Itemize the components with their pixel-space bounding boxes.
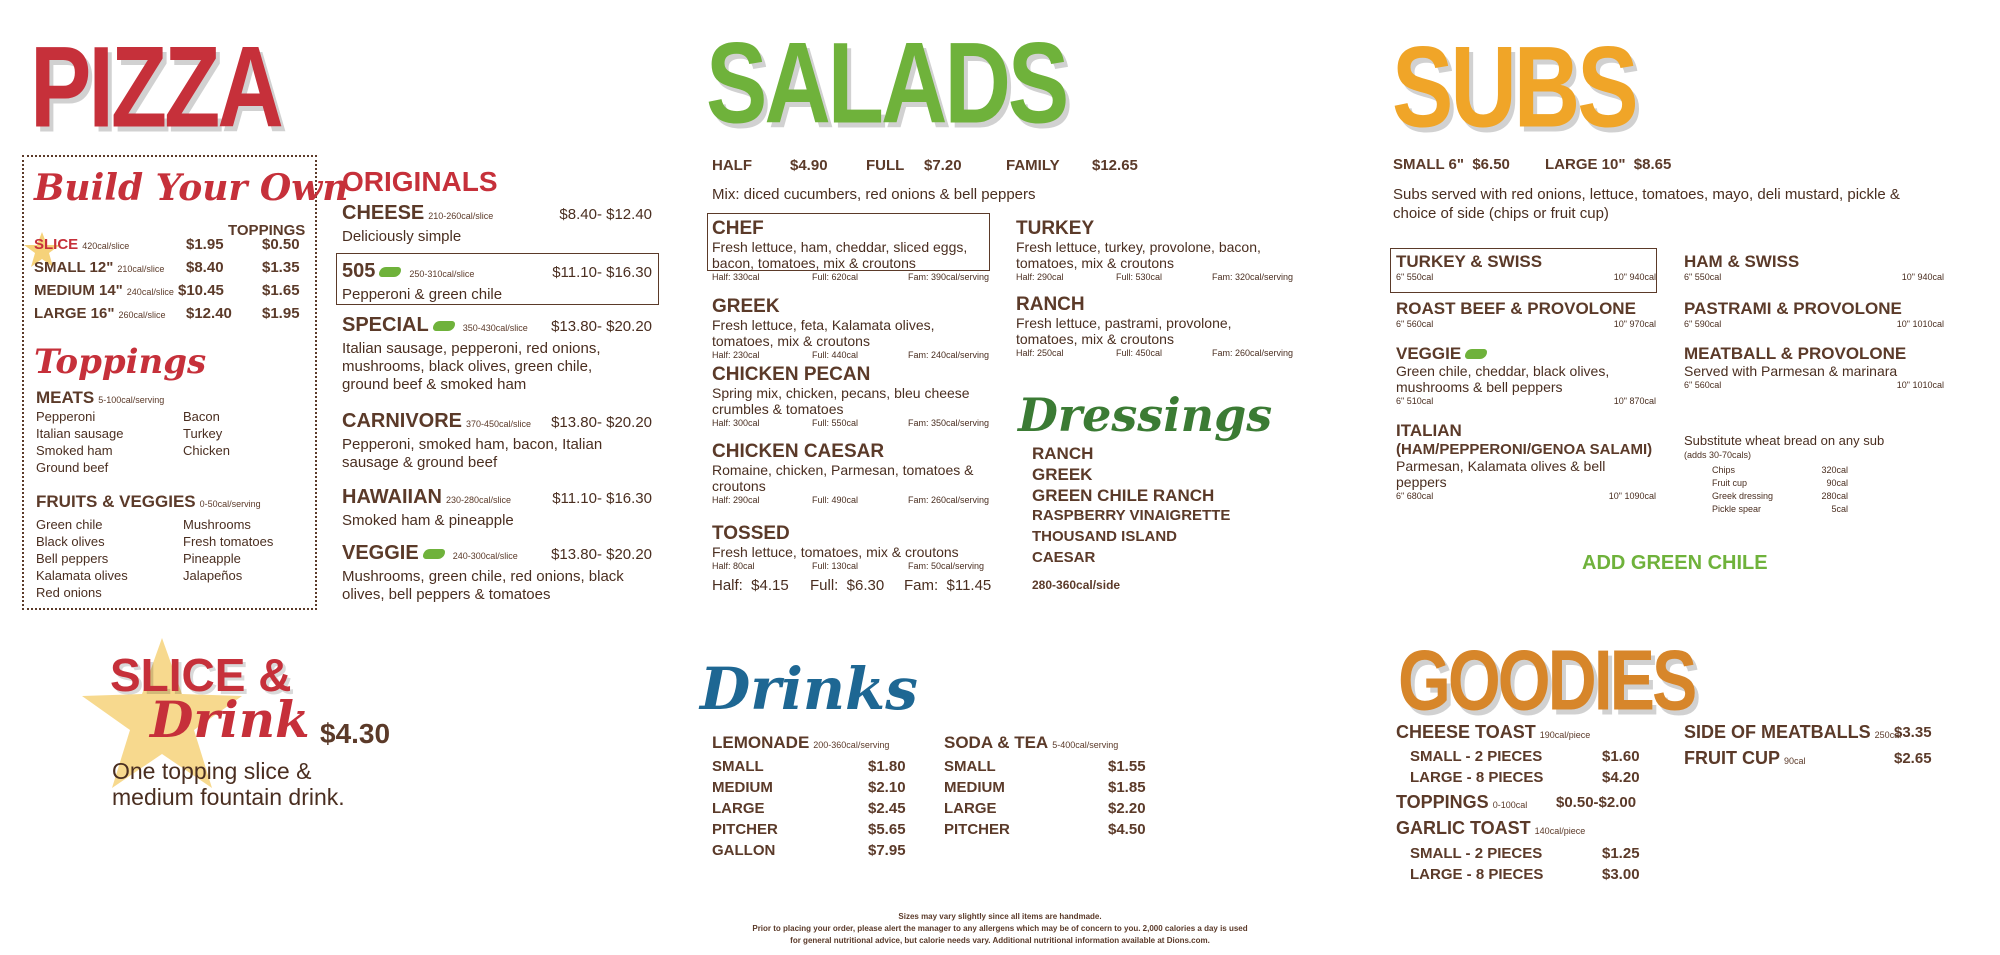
meatballs-header xyxy=(1684,722,1901,743)
original-header xyxy=(342,260,652,283)
footer-line-3: for general nutritional advice, but calorie needs vary. Additional nutritional information available at Dions.com. xyxy=(790,936,1210,945)
size-row xyxy=(34,305,300,322)
garlic_toast-header xyxy=(1396,818,1585,839)
goodies-title: GOODIES xyxy=(1398,633,1695,728)
tossed-half-price: Half: $4.15 xyxy=(712,577,789,594)
side-name: Chips xyxy=(1712,465,1736,475)
size-price: $1.95 xyxy=(186,236,224,253)
topping-item: Chicken xyxy=(183,443,230,458)
veggies-list-left xyxy=(36,516,128,601)
size-cal: 420cal/slice xyxy=(82,241,130,251)
sub-cal-6: 6" 560cal xyxy=(1396,319,1434,329)
meats-list-right xyxy=(183,408,230,459)
goody-price: $1.25 xyxy=(1602,845,1640,862)
sub-cal-6: 6" 590cal xyxy=(1684,319,1722,329)
meats-list-left xyxy=(36,408,123,476)
footer-line-1: Sizes may vary slightly since all items are handmade. xyxy=(898,912,1102,921)
subs-large-price: LARGE 10" $8.65 xyxy=(1545,156,1672,173)
size-name: SMALL 12" xyxy=(34,259,114,276)
size-cal: 240cal/slice xyxy=(126,287,174,297)
sub-name-2: (HAM/PEPPERONI/GENOA SALAMI) xyxy=(1396,441,1653,458)
tossed-full-price: Full: $6.30 xyxy=(810,577,885,594)
dressing-item: RASPBERRY VINAIGRETTE xyxy=(1032,507,1231,524)
green-chile-icon xyxy=(1465,349,1487,359)
size-price: $12.40 xyxy=(186,305,232,322)
drink-size: MEDIUM xyxy=(944,779,1005,796)
subs-note: Subs served with red onions, lettuce, tomatoes, mayo, deli mustard, pickle & choice of side (chips or fruit cup) xyxy=(1393,186,1900,222)
meats-header xyxy=(36,388,164,408)
salad-full-cal: Full: 440cal xyxy=(812,350,859,360)
dressings-title: Dressings xyxy=(1018,388,1273,442)
add-green-chile: ADD GREEN CHILE xyxy=(1582,552,1768,574)
size-price: $8.40 xyxy=(186,259,224,276)
pizza-title: PIZZA xyxy=(30,23,281,152)
original-name: HAWAIIAN xyxy=(342,486,442,508)
salad-size-name: FULL xyxy=(866,157,905,174)
sub-desc: Parmesan, Kalamata olives & bell peppers xyxy=(1396,458,1606,490)
salad-name: CHICKEN CAESAR xyxy=(712,441,885,462)
garlic_toast-name: GARLIC TOAST xyxy=(1396,818,1531,838)
sub-cal-6: 6" 680cal xyxy=(1396,491,1434,501)
sub-cal-6: 6" 550cal xyxy=(1684,272,1722,282)
salad-desc: Fresh lettuce, tomatoes, mix & croutons xyxy=(712,544,959,560)
sub-cal-6: 6" 550cal xyxy=(1396,272,1434,282)
salad-half-cal: Half: 250cal xyxy=(1016,348,1064,358)
original-price: $11.10- $16.30 xyxy=(552,264,652,281)
salad-full-cal: Full: 490cal xyxy=(812,495,859,505)
side-cal: 280cal xyxy=(1821,491,1848,501)
meats-cal: 5-100cal/serving xyxy=(98,395,165,405)
goody-item: LARGE - 8 PIECES xyxy=(1410,769,1544,786)
sub-cal-6: 6" 510cal xyxy=(1396,396,1434,406)
original-price: $13.80- $20.20 xyxy=(551,318,652,335)
salad-name: RANCH xyxy=(1016,294,1085,315)
drink-size: MEDIUM xyxy=(712,779,773,796)
topping-item: Pepperoni xyxy=(36,409,96,424)
original-header xyxy=(342,410,652,433)
salad-name: TURKEY xyxy=(1016,218,1095,239)
sub-cal-10: 10" 940cal xyxy=(1901,272,1944,282)
original-price: $13.80- $20.20 xyxy=(551,546,652,563)
sub-name: TURKEY & SWISS xyxy=(1396,252,1543,271)
salad-half-cal: Half: 80cal xyxy=(712,561,755,571)
sub-header xyxy=(1396,299,1636,319)
original-name: CARNIVORE xyxy=(342,410,463,432)
drink-price: $7.95 xyxy=(868,842,906,859)
fruit-name: FRUIT CUP xyxy=(1684,748,1780,768)
drink-size: SMALL xyxy=(712,758,764,775)
side-cal: 90cal xyxy=(1826,478,1848,488)
size-topping-price: $1.65 xyxy=(262,282,300,299)
drink-size: LARGE xyxy=(944,800,997,817)
salad-size-price: $7.20 xyxy=(924,157,962,174)
sub-cal-10: 10" 1010cal xyxy=(1896,319,1944,329)
drink-price: $2.45 xyxy=(868,800,906,817)
topping-item: Red onions xyxy=(36,585,102,600)
dressing-item: CAESAR xyxy=(1032,549,1096,566)
original-desc: Pepperoni, smoked ham, bacon, Italian sausage & ground beef xyxy=(342,436,603,471)
size-row xyxy=(34,259,300,276)
tossed-fam-price: Fam: $11.45 xyxy=(904,577,992,594)
original-price: $11.10- $16.30 xyxy=(552,490,652,507)
fruit-price: $2.65 xyxy=(1894,750,1932,767)
salad-half-cal: Half: 290cal xyxy=(712,495,760,505)
salad-fam-cal: Fam: 260cal/serving xyxy=(908,495,990,505)
drink-price: $5.65 xyxy=(868,821,906,838)
goody-item: SMALL - 2 PIECES xyxy=(1410,748,1543,765)
salad-desc: Fresh lettuce, turkey, provolone, bacon, tomatoes, mix & croutons xyxy=(1016,239,1261,271)
salad-full-cal: Full: 530cal xyxy=(1116,272,1163,282)
salad-size-price: $4.90 xyxy=(790,157,828,174)
dressing-item: GREEN CHILE RANCH xyxy=(1032,486,1215,505)
original-price: $13.80- $20.20 xyxy=(551,414,652,431)
goody-price: $4.20 xyxy=(1602,769,1640,786)
original-cal: 210-260cal/slice xyxy=(428,211,494,221)
size-price: $10.45 xyxy=(178,282,224,299)
veggies-label: FRUITS & VEGGIES xyxy=(36,492,196,511)
wheat-note: Substitute wheat bread on any sub xyxy=(1684,433,1885,448)
topping-item: Turkey xyxy=(183,426,223,441)
sub-header xyxy=(1396,421,1462,441)
side-cal: 320cal xyxy=(1821,465,1848,475)
salad-name: CHICKEN PECAN xyxy=(712,364,871,385)
goody-item: SMALL - 2 PIECES xyxy=(1410,845,1543,862)
dressing-item: THOUSAND ISLAND xyxy=(1032,528,1177,545)
salad-desc: Fresh lettuce, ham, cheddar, sliced eggs, bacon, tomatoes, mix & croutons xyxy=(712,239,968,271)
size-topping-price: $1.95 xyxy=(262,305,300,322)
dressings-cal: 280-360cal/side xyxy=(1032,578,1121,592)
salads-title: SALADS xyxy=(706,19,1067,148)
veggies-header xyxy=(36,492,261,512)
size-cal: 210cal/slice xyxy=(117,264,165,274)
drink-price: $1.55 xyxy=(1108,758,1146,775)
drink-price: $2.20 xyxy=(1108,800,1146,817)
slice-drink-desc-1: One topping slice & xyxy=(112,758,312,784)
drink-size: GALLON xyxy=(712,842,776,859)
sub-name: VEGGIE xyxy=(1396,344,1462,363)
salad-full-cal: Full: 620cal xyxy=(812,272,859,282)
toppings-column-header: TOPPINGS xyxy=(228,222,306,239)
drink-size: PITCHER xyxy=(944,821,1010,838)
toppings-cal: 0-100cal xyxy=(1492,800,1528,810)
green-chile-icon xyxy=(379,267,401,277)
drink-price: $2.10 xyxy=(868,779,906,796)
garlic_toast-cal: 140cal/piece xyxy=(1534,826,1586,836)
topping-item: Pineapple xyxy=(183,551,241,566)
salad-half-cal: Half: 300cal xyxy=(712,418,760,428)
slice-drink-title-line1: SLICE & xyxy=(110,649,292,701)
lemonade-name: LEMONADE xyxy=(712,733,810,752)
original-cal: 350-430cal/slice xyxy=(462,323,528,333)
side-name: Fruit cup xyxy=(1712,478,1748,488)
goody-price: $1.60 xyxy=(1602,748,1640,765)
lemonade-cal: 200-360cal/serving xyxy=(813,740,890,750)
subs-small-price: SMALL 6" $6.50 xyxy=(1393,156,1510,173)
drink-price: $1.80 xyxy=(868,758,906,775)
drink-price: $4.50 xyxy=(1108,821,1146,838)
original-price: $8.40- $12.40 xyxy=(559,206,652,223)
toppings-price: $0.50-$2.00 xyxy=(1556,794,1637,811)
salad-mix-note: Mix: diced cucumbers, red onions & bell peppers xyxy=(712,186,1036,203)
side-name: Greek dressing xyxy=(1712,491,1774,501)
original-name: CHEESE xyxy=(342,202,425,224)
side-cal: 5cal xyxy=(1831,504,1848,514)
fruit-header xyxy=(1684,748,1806,769)
lemonade-header xyxy=(712,733,889,753)
size-row xyxy=(34,236,300,253)
fruit-cal: 90cal xyxy=(1784,756,1806,766)
toppings-title: Toppings xyxy=(34,342,207,382)
sub-cal-10: 10" 1090cal xyxy=(1608,491,1656,501)
original-header xyxy=(342,202,652,225)
salad-desc: Spring mix, chicken, pecans, bleu cheese crumbles & tomatoes xyxy=(712,385,970,417)
salad-fam-cal: Fam: 240cal/serving xyxy=(908,350,990,360)
drink-size: SMALL xyxy=(944,758,996,775)
sub-header xyxy=(1684,252,1799,272)
original-desc: Mushrooms, green chile, red onions, black olives, bell peppers & tomatoes xyxy=(342,568,624,603)
drink-size: PITCHER xyxy=(712,821,778,838)
goody-item: LARGE - 8 PIECES xyxy=(1410,866,1544,883)
salad-desc: Fresh lettuce, feta, Kalamata olives, tomatoes, mix & croutons xyxy=(712,317,935,349)
topping-item: Bacon xyxy=(183,409,220,424)
original-desc: Smoked ham & pineapple xyxy=(342,512,514,529)
veggies-cal: 0-50cal/serving xyxy=(199,499,261,509)
topping-item: Smoked ham xyxy=(36,443,113,458)
original-header xyxy=(342,486,652,509)
topping-item: Ground beef xyxy=(36,460,109,475)
meatballs-price: $3.35 xyxy=(1894,724,1932,741)
salad-full-cal: Full: 450cal xyxy=(1116,348,1163,358)
salad-half-cal: Half: 330cal xyxy=(712,272,760,282)
meatballs-cal: 250cal xyxy=(1874,730,1902,740)
wheat-cal: (adds 30-70cals) xyxy=(1684,450,1752,460)
salad-size-name: HALF xyxy=(712,157,752,174)
soda-cal: 5-400cal/serving xyxy=(1052,740,1119,750)
sub-cal-10: 10" 940cal xyxy=(1613,272,1656,282)
sub-cal-10: 10" 870cal xyxy=(1613,396,1656,406)
sub-name: PASTRAMI & PROVOLONE xyxy=(1684,299,1902,318)
salad-fam-cal: Fam: 390cal/serving xyxy=(908,272,990,282)
slice-drink-title-line2: Drink xyxy=(150,690,310,749)
footer-line-2: Prior to placing your order, please alert the manager to any allergens which may be of concern to you. 2,000 calories a day is used xyxy=(752,924,1248,933)
size-topping-price: $0.50 xyxy=(262,236,300,253)
originals-title: ORIGINALS xyxy=(342,166,498,197)
topping-item: Bell peppers xyxy=(36,551,109,566)
salad-desc: Fresh lettuce, pastrami, provolone, tomatoes, mix & croutons xyxy=(1016,315,1232,347)
size-row xyxy=(34,282,300,299)
topping-item: Green chile xyxy=(36,517,103,532)
cheese_toast-name: CHEESE TOAST xyxy=(1396,722,1536,742)
slice-drink-desc-2: medium fountain drink. xyxy=(112,784,345,810)
cheese_toast-header xyxy=(1396,722,1590,743)
sub-desc: Served with Parmesan & marinara xyxy=(1684,363,1898,379)
salad-half-cal: Half: 230cal xyxy=(712,350,760,360)
soda-name: SODA & TEA xyxy=(944,733,1049,752)
goody-price: $3.00 xyxy=(1602,866,1640,883)
sub-header xyxy=(1396,344,1491,364)
salad-half-cal: Half: 290cal xyxy=(1016,272,1064,282)
topping-item: Fresh tomatoes xyxy=(183,534,274,549)
sub-header xyxy=(1684,344,1906,364)
build-your-own-title: Build Your Own xyxy=(34,167,349,209)
slice-drink-price: $4.30 xyxy=(320,718,391,749)
meats-label: MEATS xyxy=(36,388,95,407)
size-cal: 260cal/slice xyxy=(118,310,166,320)
salad-desc: Romaine, chicken, Parmesan, tomatoes & croutons xyxy=(712,462,974,494)
side-name: Pickle spear xyxy=(1712,504,1762,514)
veggies-list-right xyxy=(183,516,273,584)
sub-cal-6: 6" 560cal xyxy=(1684,380,1722,390)
size-name: SLICE xyxy=(34,236,79,253)
size-topping-price: $1.35 xyxy=(262,259,300,276)
original-header xyxy=(342,542,652,565)
topping-item: Italian sausage xyxy=(36,426,124,441)
dressing-item: GREEK xyxy=(1032,465,1093,484)
salad-name: TOSSED xyxy=(712,523,790,544)
topping-item: Kalamata olives xyxy=(36,568,128,583)
soda-header xyxy=(944,733,1118,753)
salad-fam-cal: Fam: 260cal/serving xyxy=(1212,348,1294,358)
size-name: MEDIUM 14" xyxy=(34,282,123,299)
sub-name: MEATBALL & PROVOLONE xyxy=(1684,344,1907,363)
drinks-title: Drinks xyxy=(700,655,918,723)
salad-full-cal: Full: 550cal xyxy=(812,418,859,428)
size-name: LARGE 16" xyxy=(34,305,115,322)
salad-name: GREEK xyxy=(712,296,780,317)
topping-item: Black olives xyxy=(36,534,105,549)
original-name: 505 xyxy=(342,260,376,282)
sub-cal-10: 10" 970cal xyxy=(1613,319,1656,329)
green-chile-icon xyxy=(423,549,445,559)
dressing-item: RANCH xyxy=(1032,444,1094,463)
sub-cal-10: 10" 1010cal xyxy=(1896,380,1944,390)
sub-header xyxy=(1684,299,1902,319)
toppings-name: TOPPINGS xyxy=(1396,792,1489,812)
salad-full-cal: Full: 130cal xyxy=(812,561,859,571)
sub-name: ROAST BEEF & PROVOLONE xyxy=(1396,299,1636,318)
drink-price: $1.85 xyxy=(1108,779,1146,796)
salad-fam-cal: Fam: 50cal/serving xyxy=(908,561,985,571)
original-header xyxy=(342,314,652,337)
subs-title: SUBS xyxy=(1392,23,1636,152)
original-desc: Italian sausage, pepperoni, red onions, mushrooms, black olives, green chile, ground beef & smoked ham xyxy=(342,340,601,393)
salad-size-price: $12.65 xyxy=(1092,157,1138,174)
salad-size-name: FAMILY xyxy=(1006,157,1060,174)
meatballs-name: SIDE OF MEATBALLS xyxy=(1684,722,1871,742)
original-cal: 250-310cal/slice xyxy=(409,269,475,279)
original-cal: 370-450cal/slice xyxy=(466,419,532,429)
original-name: SPECIAL xyxy=(342,314,429,336)
sub-desc: Green chile, cheddar, black olives, mushrooms & bell peppers xyxy=(1396,363,1610,395)
green-chile-icon xyxy=(433,321,455,331)
cheese_toast-cal: 190cal/piece xyxy=(1539,730,1591,740)
original-cal: 230-280cal/slice xyxy=(446,495,512,505)
original-desc: Deliciously simple xyxy=(342,228,462,245)
toppings-header xyxy=(1396,792,1527,813)
topping-item: Jalapeños xyxy=(183,568,243,583)
drink-size: LARGE xyxy=(712,800,765,817)
topping-item: Mushrooms xyxy=(183,517,251,532)
salad-fam-cal: Fam: 350cal/serving xyxy=(908,418,990,428)
original-desc: Pepperoni & green chile xyxy=(342,286,503,303)
salad-name: CHEF xyxy=(712,218,764,239)
salad-fam-cal: Fam: 320cal/serving xyxy=(1212,272,1294,282)
sub-name: HAM & SWISS xyxy=(1684,252,1800,271)
original-name: VEGGIE xyxy=(342,542,419,564)
original-cal: 240-300cal/slice xyxy=(452,551,518,561)
sub-header xyxy=(1396,252,1542,272)
sub-name: ITALIAN xyxy=(1396,421,1462,440)
